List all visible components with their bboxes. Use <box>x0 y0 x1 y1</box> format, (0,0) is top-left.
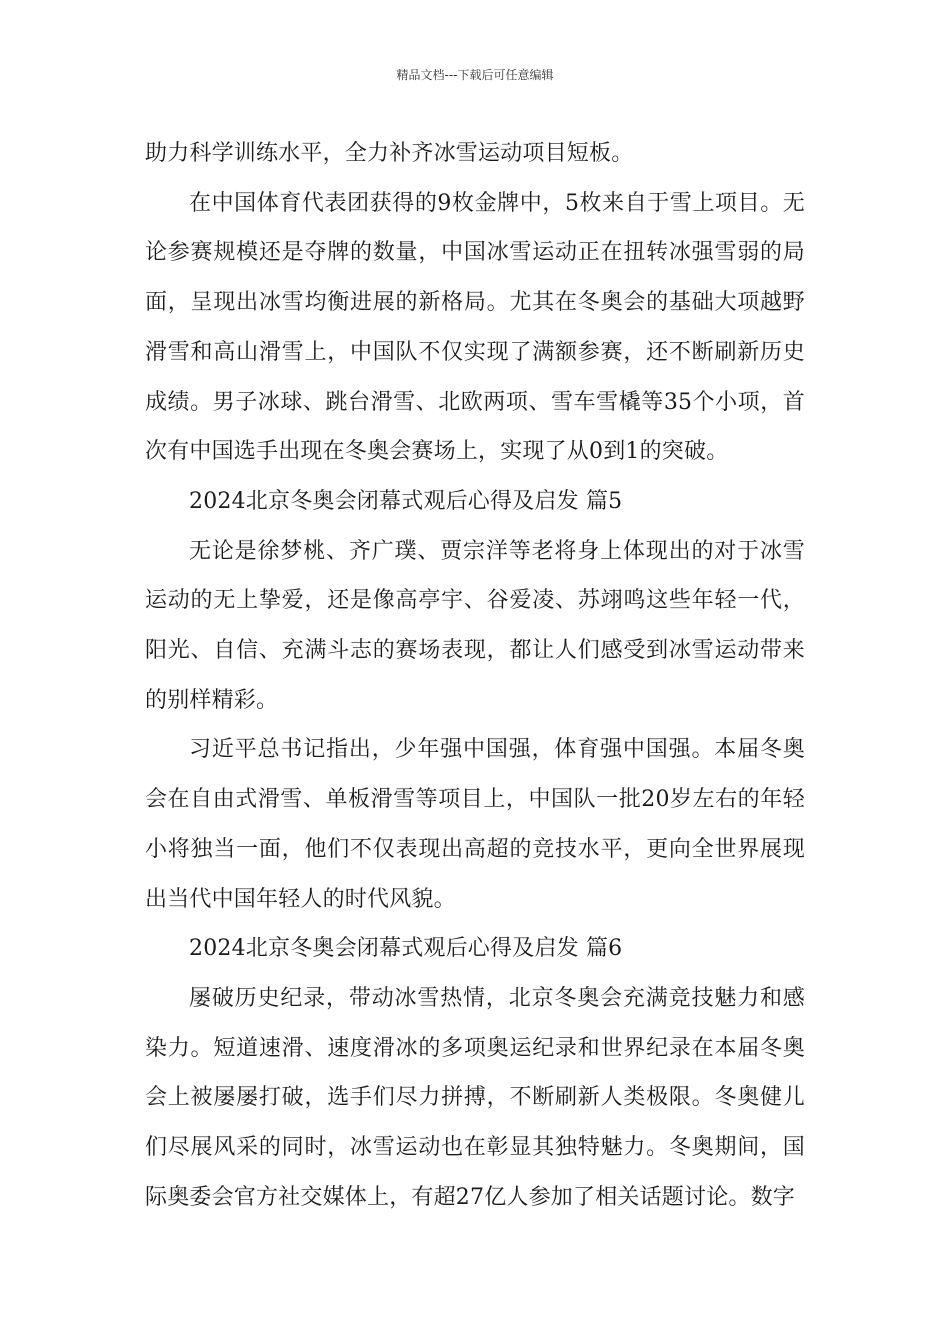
page-header: 精品文档---下载后可任意编辑 <box>396 68 554 82</box>
paragraph-gold-medals: 在中国体育代表团获得的9枚金牌中，5枚来自于雪上项目。无论参赛规模还是夺牌的数量，中国冰雪运动正在扭转冰强雪弱的局面，呈现出冰雪均衡进展的新格局。尤其在冬奥会的基础大项越野滑雪和高山滑雪上，中国队不仅实现了满额参赛，还不断刷新历史成绩。男子冰球、跳台滑雪、北欧两项、雪车雪橇等35个小项，首次有中国选手出现在冬奥会赛场上，实现了从0到1的突破。 <box>145 190 805 465</box>
section-heading-6: 2024北京冬奥会闭幕式观后心得及启发 篇6 <box>189 936 623 962</box>
document-body <box>145 129 805 1222</box>
section-heading-5: 2024北京冬奥会闭幕式观后心得及启发 篇5 <box>189 488 623 514</box>
paragraph-continuation: 助力科学训练水平，全力补齐冰雪运动项目短板。 <box>145 141 634 166</box>
paragraph-youth-strong: 习近平总书记指出，少年强中国强，体育强中国强。本届冬奥会在自由式滑雪、单板滑雪等项目上，中国队一批20岁左右的年轻小将独当一面，他们不仅表现出高超的竞技水平，更向全世界展现出当代中国年轻人的时代风貌。 <box>145 737 805 912</box>
paragraph-records: 屡破历史纪录，带动冰雪热情，北京冬奥会充满竞技魅力和感染力。短道速滑、速度滑冰的多项奥运纪录和世界纪录在本届冬奥会上被屡屡打破，选手们尽力拼搏，不断刷新人类极限。冬奥健儿们尽展风采的同时，冰雪运动也在彰显其独特魅力。冬奥期间，国际奥委会官方社交媒体上，有超27亿人参加了相关话题讨论。数字 <box>145 985 805 1210</box>
paragraph-veterans-youth: 无论是徐梦桃、齐广璞、贾宗洋等老将身上体现出的对于冰雪运动的无上挚爱，还是像高亭宇、谷爱凌、苏翊鸣这些年轻一代，阳光、自信、充满斗志的赛场表现，都让人们感受到冰雪运动带来的别样精彩。 <box>145 538 805 713</box>
